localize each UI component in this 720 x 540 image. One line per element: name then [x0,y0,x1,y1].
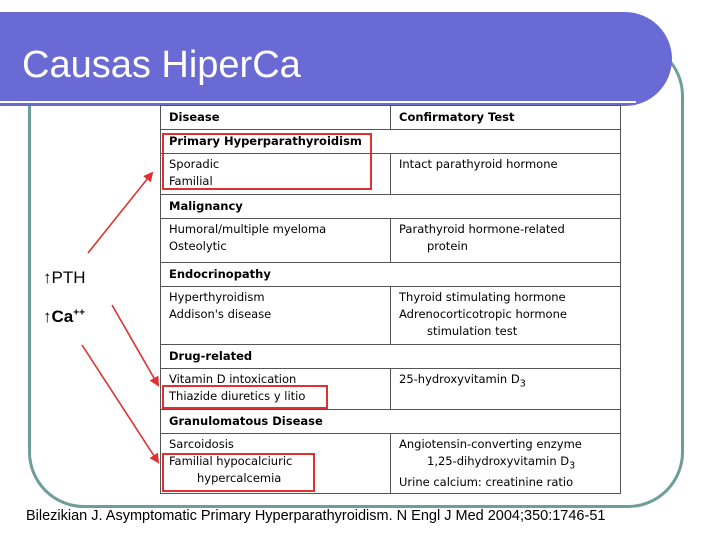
lead-ca-superscript: ++ [73,307,85,319]
disease-line: Humoral/multiple myeloma [169,222,327,236]
arrow-to-thiazide [112,305,158,385]
test-line: Urine calcium: creatinine ratio [399,475,574,490]
disease-line: Sarcoidosis [169,437,234,451]
test-line: Intact parathyroid hormone [399,157,558,171]
test-line: stimulation test [427,324,518,338]
disease-line: Familial hypocalciuric [169,454,293,468]
test-line: Angiotensin-converting enzyme [399,437,582,451]
test-line: protein [427,239,468,253]
lead-pth-label: PTH [51,268,86,287]
category-malignancy: Malignancy [161,195,621,219]
lead-ca-label: Ca [51,307,74,326]
disease-line: Vitamin D intoxication [169,372,297,386]
test-text: 25-hydroxyvitamin D [399,372,520,386]
category-granulomatous-disease: Granulomatous Disease [161,410,621,434]
header-disease: Disease [161,106,391,130]
test-line: Adrenocorticotropic hormone [399,307,567,321]
disease-line: Sporadic [169,157,220,171]
test-line: Parathyroid hormone-related [399,222,565,236]
disease-line: Addison's disease [169,307,272,321]
arrow-to-familial-hypocalciuric [82,345,158,462]
disease-line: hypercalcemia [197,471,282,485]
up-arrow-icon: ↑ [43,268,52,287]
disease-line: Thiazide diuretics y litio [169,389,306,403]
citation: Bilezikian J. Asymptomatic Primary Hyperparathyroidism. N Engl J Med 2004;350:1746-51 [26,508,606,524]
arrow-to-primary-hyperparathyroidism [88,173,152,253]
disease-line: Osteolytic [169,239,227,253]
disease-line: Familial [169,174,213,188]
up-arrow-icon: ↑ [43,307,52,326]
test-subscript: 3 [569,460,576,472]
category-primary-hyperparathyroidism: Primary Hyperparathyroidism [161,130,621,154]
header-confirmatory-test: Confirmatory Test [391,106,621,130]
test-subscript: 3 [519,378,526,390]
slide-title: Causas HiperCa [22,44,301,86]
category-endocrinopathy: Endocrinopathy [161,263,621,287]
disease-line: Hyperthyroidism [169,290,265,304]
test-text: 1,25-dihydroxyvitamin D [427,454,570,468]
test-line: Thyroid stimulating hormone [399,290,566,304]
category-drug-related: Drug-related [161,345,621,369]
